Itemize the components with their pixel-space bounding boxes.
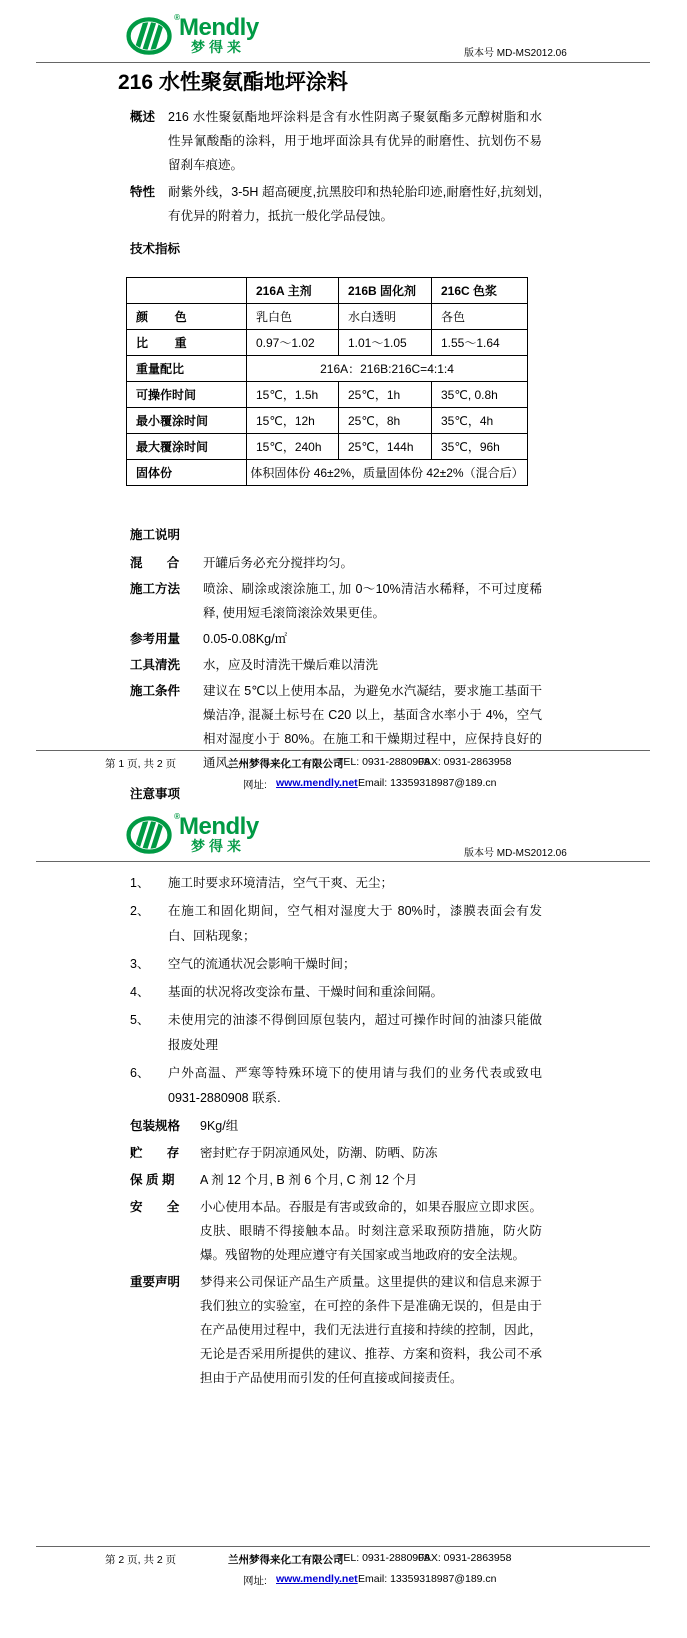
construction-text: 开罐后务必充分搅拌均匀。 — [203, 556, 354, 570]
list-text: 施工时要求环境清洁，空气干爽、无尘； — [168, 876, 394, 890]
table-cell: 216A 主剂 — [247, 278, 339, 304]
header-divider — [36, 861, 650, 862]
overview-text: 216 水性聚氨酯地坪涂料是含有水性阴离子聚氨酯多元醇树脂和水性异氰酸酯的涂料，用于地坪面涂具有优异的耐磨性、抗划伤不易留刹车痕迹。 — [168, 110, 542, 172]
construction-label: 参考用量 — [130, 632, 181, 646]
email-label: Email: 13359318987@189.cn — [358, 1573, 497, 1585]
table-cell: 比 重 — [127, 330, 247, 356]
table-cell: 重量配比 — [127, 356, 247, 382]
list-item — [130, 899, 542, 949]
website-link[interactable]: www.mendly.net — [276, 777, 358, 789]
email-label: Email: 13359318987@189.cn — [358, 777, 497, 789]
construction-text: 喷涂、刷涂或滚涂施工, 加 0～10%清洁水稀释，不可过度稀释, 使用短毛滚筒滚涂效果更佳。 — [203, 582, 542, 620]
web-label: 网址: — [243, 1575, 267, 1587]
list-text: 户外高温、严寒等特殊环境下的使用请与我们的业务代表或致电 0931-2880908 联系. — [168, 1066, 542, 1105]
table-row — [127, 434, 528, 460]
table-row — [127, 304, 528, 330]
table-cell: 25℃，1h — [339, 382, 432, 408]
table-cell: 216B 固化剂 — [339, 278, 432, 304]
list-number: 6、 — [130, 1066, 150, 1080]
brand-name: Mendly — [179, 813, 259, 840]
footer-divider — [36, 750, 650, 751]
table-row — [127, 382, 528, 408]
table-cell: 25℃，8h — [339, 408, 432, 434]
list-item — [130, 952, 542, 977]
table-cell: 可操作时间 — [127, 382, 247, 408]
mendly-logo-icon — [126, 13, 180, 58]
construction-label: 施工条件 — [130, 684, 181, 698]
table-cell: 乳白色 — [247, 304, 339, 330]
table-cell: 颜 色 — [127, 304, 247, 330]
web-label: 网址: — [243, 779, 267, 791]
table-row — [127, 356, 528, 382]
table-cell: 216A：216B:216C=4:1:4 — [247, 356, 528, 382]
table-cell: 216C 色浆 — [432, 278, 528, 304]
overview-section — [130, 105, 542, 177]
feature-section — [130, 180, 542, 228]
page-number: 第 1 页, 共 2 页 — [105, 758, 177, 770]
company-name: 兰州梦得来化工有限公司 — [228, 758, 344, 770]
item-label: 重要声明 — [130, 1275, 181, 1289]
construction-heading: 施工说明 — [130, 528, 181, 542]
list-item — [130, 980, 542, 1005]
table-row — [127, 460, 528, 486]
item-text: A 剂 12 个月, B 剂 6 个月, C 剂 12 个月 — [200, 1173, 418, 1187]
list-text: 基面的状况将改变涂布量、干燥时间和重涂间隔。 — [168, 985, 444, 999]
feature-text: 耐紫外线，3-5H 超高硬度,抗黑胶印和热轮胎印迹,耐磨性好,抗刻划,有优异的附着力，抵抗一般化学品侵蚀。 — [168, 185, 542, 223]
company-name: 兰州梦得来化工有限公司 — [228, 1554, 344, 1566]
item-label: 贮 存 — [130, 1146, 180, 1160]
page-1 — [0, 0, 687, 801]
construction-item — [130, 653, 542, 677]
list-number: 4、 — [130, 985, 150, 999]
construction-item — [130, 577, 542, 625]
table-cell: 最大覆涂时间 — [127, 434, 247, 460]
table-cell: 1.55～1.64 — [432, 330, 528, 356]
fax-label: FAX: 0931-2863958 — [418, 756, 512, 768]
tel-label: TEL: 0931-2880908 — [337, 756, 430, 768]
table-cell: 15℃，240h — [247, 434, 339, 460]
table-cell: 35℃, 0.8h — [432, 382, 528, 408]
construction-text: 建议在 5℃以上使用本品，为避免水汽凝结，要求施工基面干燥洁净, 混凝土标号在 C20 以上，基面含水率小于 4%，空气相对湿度小于 80%。在施工和干燥期过程中，应保持良好的通风。 — [203, 684, 542, 770]
list-text: 在施工和固化期间，空气相对湿度大于 80%时，漆膜表面会有发白、回粘现象； — [168, 904, 542, 943]
version-label: 版本号 MD-MS2012.06 — [464, 48, 567, 59]
page-title: 216 水性聚氨酯地坪涂料 — [118, 71, 348, 94]
spec-table — [126, 277, 528, 486]
list-text: 未使用完的油漆不得倒回原包装内，超过可操作时间的油漆只能做报废处理 — [168, 1013, 542, 1052]
list-number: 5、 — [130, 1013, 150, 1027]
list-number: 2、 — [130, 904, 150, 918]
item-text: 密封贮存于阴凉通风处，防潮、防晒、防冻 — [200, 1146, 438, 1160]
item-text: 梦得来公司保证产品生产质量。这里提供的建议和信息来源于我们独立的实验室，在可控的条件下是准确无误的，但是由于在产品使用过程中，我们无法进行直接和持续的控制，因此，无论是否采用所提供的建议、推荐、方案和资料，我公司不承担由于产品使用而引发的任何直接或间接责任。 — [200, 1275, 542, 1385]
table-row — [127, 408, 528, 434]
brand-name-chinese: 梦得来 — [191, 39, 245, 55]
table-cell: 0.97～1.02 — [247, 330, 339, 356]
website-link[interactable]: www.mendly.net — [276, 1573, 358, 1585]
brand-logo — [126, 0, 687, 58]
construction-text: 水，应及时清洗干燥后难以清洗 — [203, 658, 379, 672]
table-cell: 35℃，4h — [432, 408, 528, 434]
table-cell: 最小覆涂时间 — [127, 408, 247, 434]
mendly-logo-icon — [126, 812, 180, 857]
construction-label: 混 合 — [130, 556, 180, 570]
list-item — [130, 1061, 542, 1111]
list-text: 空气的流通状况会影响干燥时间； — [168, 957, 356, 971]
table-cell: 15℃，12h — [247, 408, 339, 434]
disclaimer-item — [130, 1270, 542, 1390]
registered-trademark-icon: ® — [174, 13, 180, 22]
item-text: 小心使用本品。吞服是有害或致命的，如果吞服应立即求医。皮肤、眼睛不得接触本品。时刻注意采取预防措施，防火防爆。残留物的处理应遵守有关国家或当地政府的安全法规。 — [200, 1200, 542, 1262]
notes-list — [0, 871, 687, 1111]
safety-item — [130, 1195, 542, 1267]
header-divider — [36, 62, 650, 63]
shelf-life-item — [130, 1168, 542, 1192]
table-cell: 各色 — [432, 304, 528, 330]
brand-logo — [126, 778, 687, 857]
tech-heading: 技术指标 — [130, 242, 181, 256]
table-cell: 水白透明 — [339, 304, 432, 330]
brand-name-chinese: 梦得来 — [191, 838, 245, 854]
registered-trademark-icon: ® — [174, 812, 180, 821]
list-item — [130, 1008, 542, 1058]
item-text: 9Kg/组 — [200, 1119, 239, 1133]
table-cell — [127, 278, 247, 304]
footer-divider — [36, 1546, 650, 1547]
item-label: 包装规格 — [130, 1119, 181, 1133]
fax-label: FAX: 0931-2863958 — [418, 1552, 512, 1564]
version-label: 版本号 MD-MS2012.06 — [464, 848, 567, 859]
table-cell: 固体份 — [127, 460, 247, 486]
packing-spec-item — [130, 1114, 542, 1138]
table-cell: 1.01～1.05 — [339, 330, 432, 356]
page-2 — [0, 778, 687, 1638]
feature-label: 特性 — [130, 185, 156, 199]
table-cell: 体积固体份 46±2%，质量固体份 42±2%（混合后） — [247, 460, 528, 486]
construction-text: 0.05-0.08Kg/㎡ — [203, 632, 288, 646]
brand-name: Mendly — [179, 14, 259, 41]
item-label: 安 全 — [130, 1200, 180, 1214]
tel-label: TEL: 0931-2880908 — [337, 1552, 430, 1564]
table-cell: 25℃，144h — [339, 434, 432, 460]
table-row — [127, 330, 528, 356]
list-number: 1、 — [130, 876, 150, 890]
notes-heading: 注意事项 — [130, 787, 181, 801]
construction-item — [130, 627, 542, 651]
page-number: 第 2 页, 共 2 页 — [105, 1554, 177, 1566]
item-label: 保 质 期 — [130, 1173, 175, 1187]
table-cell: 35℃，96h — [432, 434, 528, 460]
construction-label: 工具清洗 — [130, 658, 181, 672]
construction-item — [130, 551, 542, 575]
table-header-row — [127, 278, 528, 304]
table-cell: 15℃，1.5h — [247, 382, 339, 408]
list-number: 3、 — [130, 957, 150, 971]
page-footer — [0, 1546, 687, 1589]
list-item — [130, 871, 542, 896]
storage-item — [130, 1141, 542, 1165]
construction-label: 施工方法 — [130, 582, 181, 596]
overview-label: 概述 — [130, 110, 156, 124]
